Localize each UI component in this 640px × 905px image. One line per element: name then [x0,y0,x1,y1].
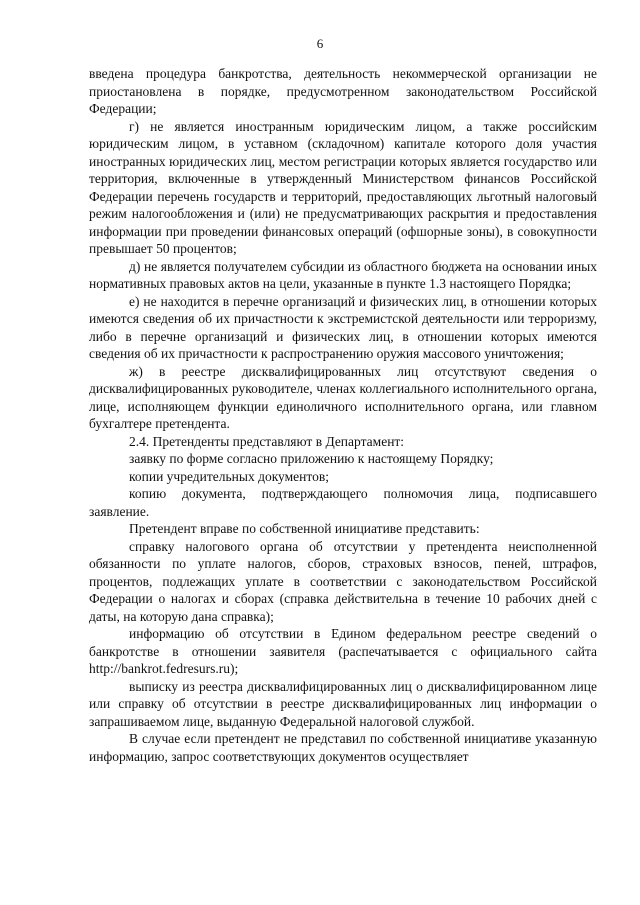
paragraph-item-zh: ж) в реестре дисквалифицированных лиц отсутствуют сведения о дисквалифицированных руководителе, членах коллегиального исполнительного органа, лице, исполняющем функции единоличного исполнительного органа, или главном бухгалтере претендента. [89,363,597,431]
paragraph-item-d: д) не является получателем субсидии из областного бюджета на основании иных нормативных правовых актов на цели, указанные в пункте 1.3 настоящего Порядка; [89,258,597,291]
paragraph-tax-certificate: справку налогового органа об отсутствии у претендента неисполненной обязанности по уплате налогов, сборов, страховых взносов, пеней, штрафов, процентов, подлежащих уплате в соответствии с законодательством Российской Федерации о налогах и сборах (справка действительна в течение 10 рабочих дней с даты, на которую дана справка); [89,538,597,624]
paragraph-section-2-4: 2.4. Претенденты представляют в Департамент: [129,433,405,449]
paragraph-bankruptcy-info: информацию об отсутствии в Едином федеральном реестре сведений о банкротстве в отношении заявителя (распечатывается с официального сайта http://bankrot.fedresurs.ru); [89,626,597,676]
paragraph-application-form: заявку по форме согласно приложению к настоящему Порядку; [129,451,494,466]
paragraph-founding-documents: копии учредительных документов; [129,468,329,484]
document-body [89,65,597,765]
paragraph-item-g: г) не является иностранным юридическим лицом, а также российским юридическим лицом, в уставном (складочном) капитале которого доля участия иностранных юридических лиц, местом регистрации которых является государство или территория, включенные в утвержденный Министерством финансов Российской Федерации перечень государств и территорий, предоставляющих льготный налоговый режим налогообложения и (или) не предусматривающих раскрытия и предоставления информации при проведении финансовых операций (офшорные зоны), в совокупности превышает 50 процентов; [89,118,597,256]
paragraph-authority-document: копию документа, подтверждающего полномочия лица, подписавшего заявление. [89,486,597,519]
paragraph-disqualified-registry: выписку из реестра дисквалифицированных лиц о дисквалифицированном лице или справку об отсутствии в реестре дисквалифицированных лиц информации о запрашиваемом лице, выданную Федеральной налоговой службой. [89,678,597,729]
paragraph-continuation: введена процедура банкротства, деятельность некоммерческой организации не приостановлена в порядке, предусмотренном законодательством Российской Федерации; [89,66,597,116]
paragraph-optional-intro: Претендент вправе по собственной инициативе представить: [129,521,480,536]
paragraph-item-e: е) не находится в перечне организаций и физических лиц, в отношении которых имеются сведения об их причастности к экстремистской деятельности или терроризму, либо в перечне организаций и физических лиц, в отношении которых имеются сведения об их причастности к распространению оружия массового уничтожения; [89,293,597,361]
paragraph-request-procedure: В случае если претендент не представил по собственной инициативе указанную информацию, запрос соответствующих документов осуществляет [89,731,597,764]
page-number: 6 [316,36,324,51]
